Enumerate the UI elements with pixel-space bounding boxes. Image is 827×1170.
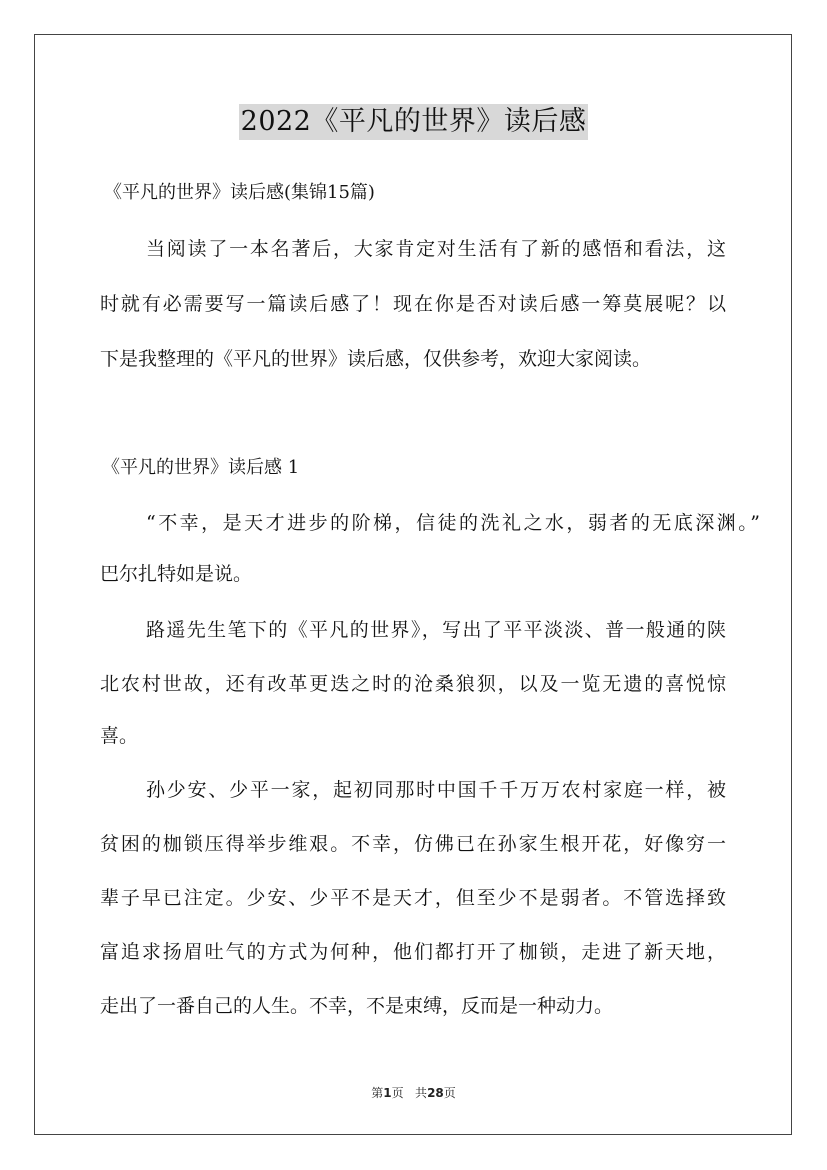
body-line-6: 孙少安、少平一家，起初同那时中国千千万万农村家庭一样，被 (146, 779, 726, 801)
body-line-5: 喜。 (100, 725, 139, 747)
body-line-8: 辈子早已注定。少安、少平不是天才，但至少不是弱者。不管选择致 (100, 887, 726, 909)
footer-total-pages: 28 (427, 1086, 444, 1100)
page-footer (0, 1084, 827, 1101)
body-line-4: 北农村世故，还有改革更迭之时的沧桑狼狈，以及一览无遗的喜悦惊 (100, 673, 726, 695)
footer-total-suffix: 页 (443, 1086, 456, 1100)
document-subtitle: 《平凡的世界》读后感(集锦15篇) (104, 182, 375, 203)
body-line-9: 富追求扬眉吐气的方式为何种，他们都打开了枷锁，走进了新天地， (100, 941, 726, 963)
footer-page-suffix: 页 (391, 1086, 404, 1100)
body-line-7: 贫困的枷锁压得举步维艰。不幸，仿佛已在孙家生根开花，好像穷一 (100, 833, 726, 855)
document-title (0, 104, 827, 140)
body-line-2: 巴尔扎特如是说。 (100, 563, 253, 585)
intro-line-2: 时就有必需要写一篇读后感了！现在你是否对读后感一筹莫展呢？以 (100, 293, 726, 315)
body-line-10: 走出了一番自己的人生。不幸，不是束缚，反而是一种动力。 (100, 995, 614, 1017)
section-heading: 《平凡的世界》读后感 1 (102, 457, 300, 478)
footer-total-prefix: 共 (415, 1086, 428, 1100)
footer-page-current: 1 (383, 1086, 392, 1100)
document-title-text: 2022《平凡的世界》读后感 (239, 104, 589, 140)
intro-line-1: 当阅读了一本名著后，大家肯定对生活有了新的感悟和看法，这 (146, 238, 726, 260)
footer-page-prefix: 第 (371, 1086, 384, 1100)
body-line-3: 路遥先生笔下的《平凡的世界》，写出了平平淡淡、普一般通的陕 (146, 619, 726, 641)
intro-line-3: 下是我整理的《平凡的世界》读后感，仅供参考，欢迎大家阅读。 (100, 348, 652, 370)
body-line-1: “不幸，是天才进步的阶梯，信徒的洗礼之水，弱者的无底深渊。” (146, 512, 760, 534)
